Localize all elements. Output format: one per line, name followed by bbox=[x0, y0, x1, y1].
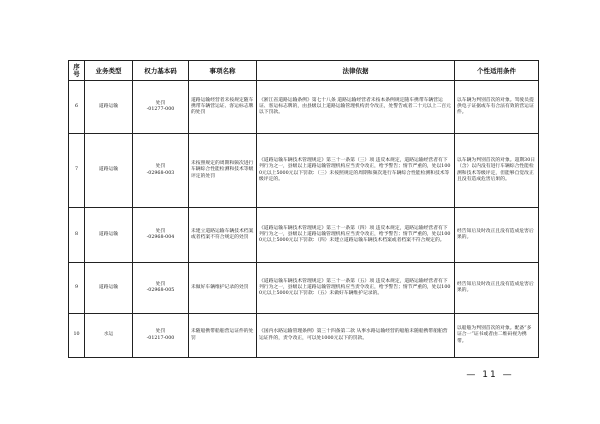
business-type: 水运 bbox=[85, 314, 133, 358]
applicable-conditions: 经告知后及时改正且没有造成危害后果的。 bbox=[455, 263, 539, 314]
applicable-conditions: 以船舶为判别首次的对象。配备“多证合一”证书或者由二维码视为携带。 bbox=[455, 314, 539, 358]
table-row bbox=[69, 208, 539, 263]
header-seq: 序号 bbox=[69, 61, 85, 81]
power-code-label: 处罚 bbox=[155, 100, 166, 106]
power-code-label: 处罚 bbox=[155, 228, 166, 234]
power-code bbox=[133, 134, 189, 208]
header-conditions: 个性适用条件 bbox=[455, 61, 539, 81]
business-type: 道路运输 bbox=[85, 134, 133, 208]
business-type: 道路运输 bbox=[85, 81, 133, 134]
power-code-value: -02968-003 bbox=[146, 170, 175, 176]
header-business-type: 业务类型 bbox=[85, 61, 133, 81]
row-number: 6 bbox=[69, 81, 85, 134]
applicable-conditions: 经告知后及时改正且没有造成危害后果的。 bbox=[455, 208, 539, 263]
business-type: 道路运输 bbox=[85, 208, 133, 263]
power-code bbox=[133, 263, 189, 314]
header-legal-basis: 法律依据 bbox=[257, 61, 455, 81]
item-name: 未按照规定的周期和频次进行车辆综合性能检测和技术等级评定的处罚 bbox=[189, 134, 257, 208]
business-type: 道路运输 bbox=[85, 263, 133, 314]
table-row bbox=[69, 263, 539, 314]
item-name: 未做好车辆维护记录的处罚 bbox=[189, 263, 257, 314]
power-code-label: 处罚 bbox=[155, 281, 166, 287]
row-number: 7 bbox=[69, 134, 85, 208]
power-code-label: 处罚 bbox=[155, 329, 166, 335]
table-row bbox=[69, 134, 539, 208]
power-code-value: -01217-000 bbox=[146, 335, 175, 341]
item-name: 未随船携带船舶营运证件的处罚 bbox=[189, 314, 257, 358]
power-code-value: -02968-005 bbox=[146, 288, 175, 293]
legal-basis: 《国内水路运输管理条例》第三十四条第二款 从事水路运输经营的船舶未随船携带船舶营运证件的，责令改正，可以处1000元以下的罚款。 bbox=[257, 314, 455, 358]
applicable-conditions: 以车辆为判别首次的对象。驾驶员提供电子证据或车有合法有效的营运证件。 bbox=[455, 81, 539, 134]
header-item-name: 事项名称 bbox=[189, 61, 257, 81]
power-code bbox=[133, 208, 189, 263]
row-number: 10 bbox=[69, 314, 85, 358]
penalty-items-table bbox=[68, 60, 539, 358]
applicable-conditions: 以车辆为判别首次的对象。超期30日（含）以内没有进行车辆综合性能检测和技术等级评定，但能够自觉改正且没有造成危害后果的。 bbox=[455, 134, 539, 208]
row-number: 9 bbox=[69, 263, 85, 314]
header-power-code: 权力基本码 bbox=[133, 61, 189, 81]
legal-basis: 《道路运输车辆技术管理规定》第三十一条第（三）项 违反本规定，道路运输经营者有下列行为之一，县级以上道路运输管理机构应当责令改正，给予警告；情节严重的，处以1000元以上5000元以下罚款：（三）未按照规定的周期和频次进行车辆综合性能检测和技术等级评定的。 bbox=[257, 134, 455, 208]
table-row bbox=[69, 314, 539, 358]
table-row bbox=[69, 81, 539, 134]
power-code-value: -02968-004 bbox=[146, 235, 175, 240]
power-code-label: 处罚 bbox=[155, 164, 166, 170]
power-code-value: -01277-000 bbox=[146, 107, 175, 112]
legal-basis: 《道路运输车辆技术管理规定》第三十一条第（四）项 违反本规定，道路运输经营者有下列行为之一，县级以上道路运输管理机构应当责令改正，给予警告；情节严重的，处以1000元以上5000元以下罚款：（四）未建立道路运输车辆技术档案或者档案不符合规定的。 bbox=[257, 208, 455, 263]
table-header-row bbox=[69, 61, 539, 81]
page-number: — 11 — bbox=[466, 370, 514, 380]
item-name: 未建立道路运输车辆技术档案或者档案不符合规定的处罚 bbox=[189, 208, 257, 263]
row-number: 8 bbox=[69, 208, 85, 263]
item-name: 道路运输经营者未按规定随车携带车辆营运证、客运标志牌的处罚 bbox=[189, 81, 257, 134]
legal-basis: 《道路运输车辆技术管理规定》第三十一条第（五）项 违反本规定，道路运输经营者有下列行为之一，县级以上道路运输管理机构应当责令改正，给予警告；情节严重的，处以1000元以上5000元以下罚款：（五）未做好车辆维护记录的。 bbox=[257, 263, 455, 314]
legal-basis: 《浙江省道路运输条例》第七十八条 道路运输经营者未按本条例规定随车携带车辆营运证、客运标志牌的，由县级以上道路运输管理机构责令改正，处警告或者二十元以上二百元以下罚款。 bbox=[257, 81, 455, 134]
power-code bbox=[133, 314, 189, 358]
power-code bbox=[133, 81, 189, 134]
